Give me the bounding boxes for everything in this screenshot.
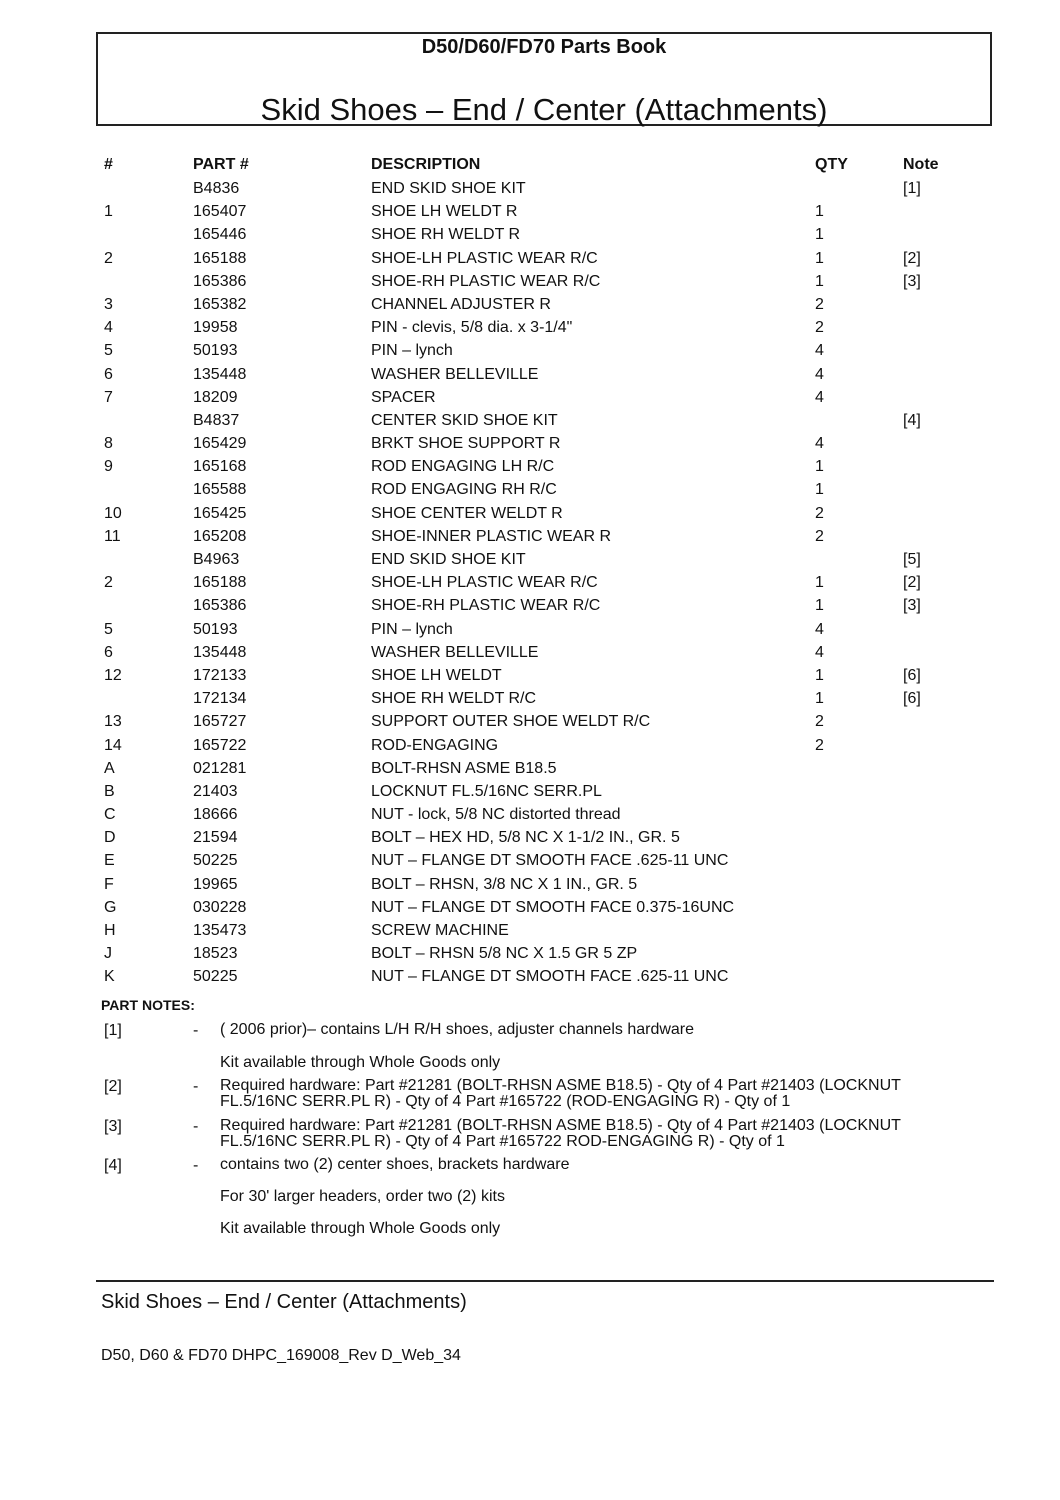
table-row [0,271,1060,294]
part-number: 50193 [193,620,238,638]
part-note-ref: [1] [903,180,921,197]
part-description: SHOE-RH PLASTIC WEAR R/C [371,272,601,290]
part-description: SHOE-RH PLASTIC WEAR R/C [371,597,601,615]
table-row [0,642,1060,665]
part-quantity: 1 [815,574,824,592]
part-number: 135448 [193,365,247,383]
item-number: 6 [104,643,113,661]
part-description: SHOE CENTER WELDT R [371,504,563,522]
part-number: B4837 [193,411,240,429]
item-number: 11 [104,527,121,545]
table-row [0,711,1060,734]
part-description: SHOE LH WELDT R [371,203,518,221]
part-description: SUPPORT OUTER SHOE WELDT R/C [371,713,651,731]
part-description: BRKT SHOE SUPPORT R [371,435,561,453]
footer-divider [96,1280,994,1282]
table-row [0,735,1060,758]
table-row [0,781,1060,804]
note-line: For 30' larger headers, order two (2) kits [220,1188,505,1205]
column-header-num: # [104,156,113,173]
part-description: LOCKNUT FL.5/16NC SERR.PL [371,782,602,800]
part-number: 165727 [193,713,247,731]
part-description: CHANNEL ADJUSTER R [371,295,551,313]
item-number: 14 [104,736,122,754]
item-number: D [104,829,116,847]
part-number: 165446 [193,226,247,244]
part-number: 165188 [193,249,247,267]
footer-title: Skid Shoes – End / Center (Attachments) [101,1291,467,1313]
item-number: 7 [104,388,113,406]
table-row [0,317,1060,340]
column-header-note: Note [903,156,939,173]
part-note-ref: [6] [903,690,921,708]
item-number: 2 [104,249,113,267]
part-quantity: 1 [815,249,824,267]
part-number: 19965 [193,875,238,893]
part-quantity: 4 [815,620,824,638]
table-row [0,804,1060,827]
table-row [0,340,1060,363]
part-number: B4963 [193,551,240,568]
part-number: 030228 [193,898,247,916]
note-ref: [1] [104,1022,122,1039]
item-number: 6 [104,365,113,383]
part-number: 18523 [193,945,238,963]
part-quantity: 1 [815,458,824,476]
part-quantity: 4 [815,342,824,360]
part-description: SPACER [371,388,436,406]
item-number: J [104,945,112,963]
note-line: Required hardware: Part #21281 (BOLT-RHSN ASME B18.5) - Qty of 4 Part #21403 (LOCKNUT FL.5/16NC SERR.PL R) - Qty of 4 Part #165722 ROD-ENGAGING R) - Qty of 1 [220,1117,901,1150]
part-note [0,1157,1060,1247]
part-number: 165386 [193,272,247,290]
table-row [0,688,1060,711]
part-quantity: 2 [815,295,824,313]
part-number: 135448 [193,643,247,661]
part-number: 021281 [193,759,247,777]
item-number: 5 [104,342,113,360]
part-quantity: 1 [815,203,824,221]
table-row [0,943,1060,966]
table-row [0,410,1060,433]
part-note [0,1078,1060,1114]
item-number: G [104,898,117,916]
table-row [0,503,1060,526]
item-number: 1 [104,203,113,221]
part-description: PIN – lynch [371,342,453,360]
part-quantity: 1 [815,226,824,244]
part-quantity: 2 [815,504,824,522]
part-description: BOLT – RHSN, 3/8 NC X 1 IN., GR. 5 [371,875,638,893]
part-number: B4836 [193,180,240,197]
note-line: ( 2006 prior)– contains L/H R/H shoes, adjuster channels hardware [220,1021,695,1038]
part-description: PIN - clevis, 5/8 dia. x 3-1/4" [371,319,573,337]
part-quantity: 1 [815,272,824,290]
part-number: 172133 [193,666,247,684]
column-header-qty: QTY [815,156,848,173]
part-note [0,1022,1060,1074]
part-description: NUT – FLANGE DT SMOOTH FACE .625-11 UNC [371,852,729,870]
part-number: 21403 [193,782,238,800]
part-note-ref: [2] [903,574,921,592]
item-number: F [104,875,114,893]
part-number: 18666 [193,806,238,824]
note-dash: - [193,1022,199,1039]
item-number: 2 [104,574,113,592]
part-quantity: 2 [815,713,824,731]
item-number: 9 [104,458,113,476]
part-description: WASHER BELLEVILLE [371,365,539,383]
part-quantity: 1 [815,666,824,684]
book-title: D50/D60/FD70 Parts Book [421,36,667,58]
note-ref: [3] [104,1118,122,1135]
table-row [0,456,1060,479]
part-number: 165425 [193,504,247,522]
item-number: 13 [104,713,122,731]
table-row [0,479,1060,502]
part-number: 50193 [193,342,238,360]
part-number: 18209 [193,388,238,406]
part-description: WASHER BELLEVILLE [371,643,539,661]
note-ref: [4] [104,1157,122,1174]
column-header-description: DESCRIPTION [371,156,481,173]
note-ref: [2] [104,1078,122,1095]
item-number: 3 [104,295,113,313]
part-quantity: 4 [815,365,824,383]
part-note [0,1118,1060,1154]
table-row [0,665,1060,688]
part-quantity: 4 [815,643,824,661]
part-description: END SKID SHOE KIT [371,180,526,197]
item-number: E [104,852,115,870]
table-row [0,201,1060,224]
table-row [0,433,1060,456]
table-row [0,248,1060,271]
note-line: contains two (2) center shoes, brackets hardware [220,1156,570,1173]
item-number: A [104,759,115,777]
part-description: SHOE RH WELDT R/C [371,690,537,708]
note-line: Kit available through Whole Goods only [220,1054,501,1071]
header-box [96,32,992,126]
part-description: SHOE-INNER PLASTIC WEAR R [371,527,612,545]
table-row [0,966,1060,989]
part-notes-heading: PART NOTES: [101,997,195,1013]
part-description: ROD ENGAGING RH R/C [371,481,557,499]
part-number: 19958 [193,319,238,337]
item-number: 5 [104,620,113,638]
part-description: BOLT-RHSN ASME B18.5 [371,759,557,777]
part-quantity: 1 [815,481,824,499]
parts-table [0,178,1060,990]
part-note-ref: [3] [903,597,921,615]
footer-document-code: D50, D60 & FD70 DHPC_169008_Rev D_Web_34 [101,1347,461,1364]
note-dash: - [193,1118,199,1135]
table-row [0,897,1060,920]
table-row [0,526,1060,549]
page-title: Skid Shoes – End / Center (Attachments) [260,92,828,127]
item-number: H [104,922,116,939]
item-number: 12 [104,666,122,684]
table-row [0,294,1060,317]
part-quantity: 2 [815,527,824,545]
part-number: 165382 [193,295,247,313]
part-number: 165722 [193,736,247,754]
part-number: 172134 [193,690,247,708]
part-quantity: 1 [815,597,824,615]
part-number: 165588 [193,481,247,499]
note-line: Required hardware: Part #21281 (BOLT-RHSN ASME B18.5) - Qty of 4 Part #21403 (LOCKNUT FL.5/16NC SERR.PL R) - Qty of 4 Part #165722 (ROD-ENGAGING R) - Qty of 1 [220,1077,901,1110]
part-description: SHOE LH WELDT [371,666,502,684]
part-quantity: 2 [815,736,824,754]
part-number: 165208 [193,527,247,545]
table-row [0,758,1060,781]
table-row [0,850,1060,873]
part-number: 165429 [193,435,247,453]
part-description: BOLT – HEX HD, 5/8 NC X 1-1/2 IN., GR. 5 [371,829,680,847]
part-description: PIN – lynch [371,620,453,638]
table-row [0,224,1060,247]
part-description: SHOE RH WELDT R [371,226,521,244]
column-header-part: PART # [193,156,249,173]
table-row [0,387,1060,410]
part-number: 21594 [193,829,238,847]
item-number: C [104,806,116,824]
item-number: 10 [104,504,122,522]
part-description: SCREW MACHINE [371,922,509,939]
part-quantity: 4 [815,435,824,453]
table-row [0,595,1060,618]
item-number: K [104,968,115,986]
part-description: SHOE-LH PLASTIC WEAR R/C [371,249,598,267]
part-number: 135473 [193,922,247,939]
part-description: SHOE-LH PLASTIC WEAR R/C [371,574,598,592]
item-number: 8 [104,435,113,453]
part-description: BOLT – RHSN 5/8 NC X 1.5 GR 5 ZP [371,945,638,963]
part-description: ROD ENGAGING LH R/C [371,458,555,476]
part-quantity: 4 [815,388,824,406]
part-number: 165188 [193,574,247,592]
part-description: CENTER SKID SHOE KIT [371,411,558,429]
part-note-ref: [2] [903,249,921,267]
part-number: 165168 [193,458,247,476]
part-note-ref: [3] [903,272,921,290]
part-description: ROD-ENGAGING [371,736,499,754]
part-note-ref: [5] [903,551,921,568]
part-description: NUT – FLANGE DT SMOOTH FACE .625-11 UNC [371,968,729,986]
part-quantity: 2 [815,319,824,337]
part-quantity: 1 [815,690,824,708]
part-number: 165407 [193,203,247,221]
note-dash: - [193,1078,199,1095]
table-row [0,572,1060,595]
part-note-ref: [4] [903,411,921,429]
table-row [0,874,1060,897]
part-number: 165386 [193,597,247,615]
table-row [0,178,1060,201]
part-number: 50225 [193,968,238,986]
note-dash: - [193,1157,199,1174]
note-line: Kit available through Whole Goods only [220,1220,501,1237]
part-number: 50225 [193,852,238,870]
part-description: NUT – FLANGE DT SMOOTH FACE 0.375-16UNC [371,898,735,916]
part-description: END SKID SHOE KIT [371,551,526,568]
table-row [0,920,1060,943]
item-number: 4 [104,319,113,337]
item-number: B [104,782,115,800]
table-row [0,827,1060,850]
table-row [0,619,1060,642]
part-description: NUT - lock, 5/8 NC distorted thread [371,806,621,824]
table-row [0,364,1060,387]
table-row [0,549,1060,572]
part-note-ref: [6] [903,666,921,684]
